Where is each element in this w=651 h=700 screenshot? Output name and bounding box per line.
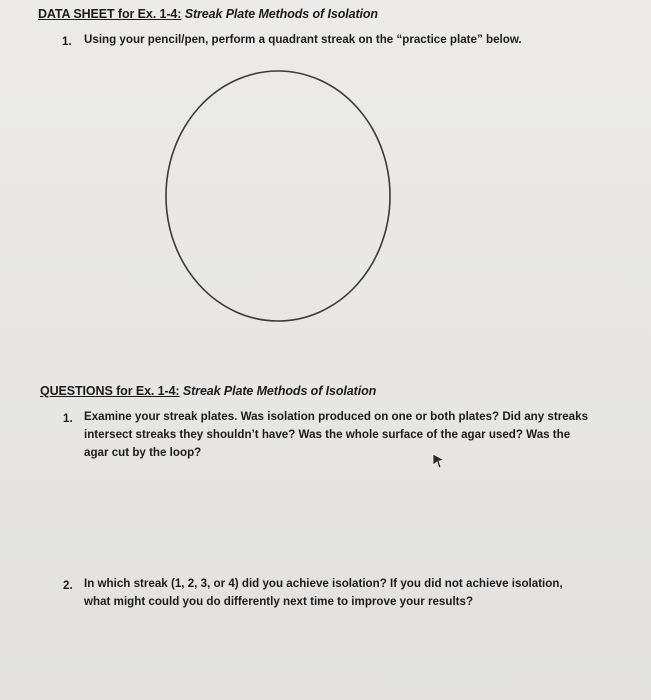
- practice-plate-circle[interactable]: [163, 68, 393, 324]
- data-sheet-heading: [38, 7, 378, 21]
- question-1-number: 1.: [63, 412, 73, 425]
- question-1-text: Examine your streak plates. Was isolation produced on one or both plates? Did any streaks intersect streaks they shouldn’t have? Was the whole surface of the agar used? Was the agar cut by the loop?: [84, 410, 589, 459]
- question-2-text: In which streak (1, 2, 3, or 4) did you achieve isolation? If you did not achieve isolation, what might could you do differently next time to improve your results?: [84, 577, 563, 608]
- item-1-number: 1.: [62, 35, 72, 48]
- questions-heading-prefix: QUESTIONS for Ex. 1-4:: [40, 384, 180, 398]
- questions-heading-title: Streak Plate Methods of Isolation: [182, 384, 377, 398]
- data-sheet-heading-prefix: DATA SHEET for Ex. 1-4:: [38, 7, 182, 21]
- data-sheet-heading-title: Streak Plate Methods of Isolation: [184, 7, 378, 21]
- cut-off-header-line: [200, 0, 320, 6]
- item-1-text: Using your pencil/pen, perform a quadrant streak on the “practice plate” below.: [84, 33, 522, 46]
- mouse-pointer-icon: [432, 453, 446, 469]
- question-2-number: 2.: [63, 579, 73, 592]
- questions-heading: [40, 384, 376, 398]
